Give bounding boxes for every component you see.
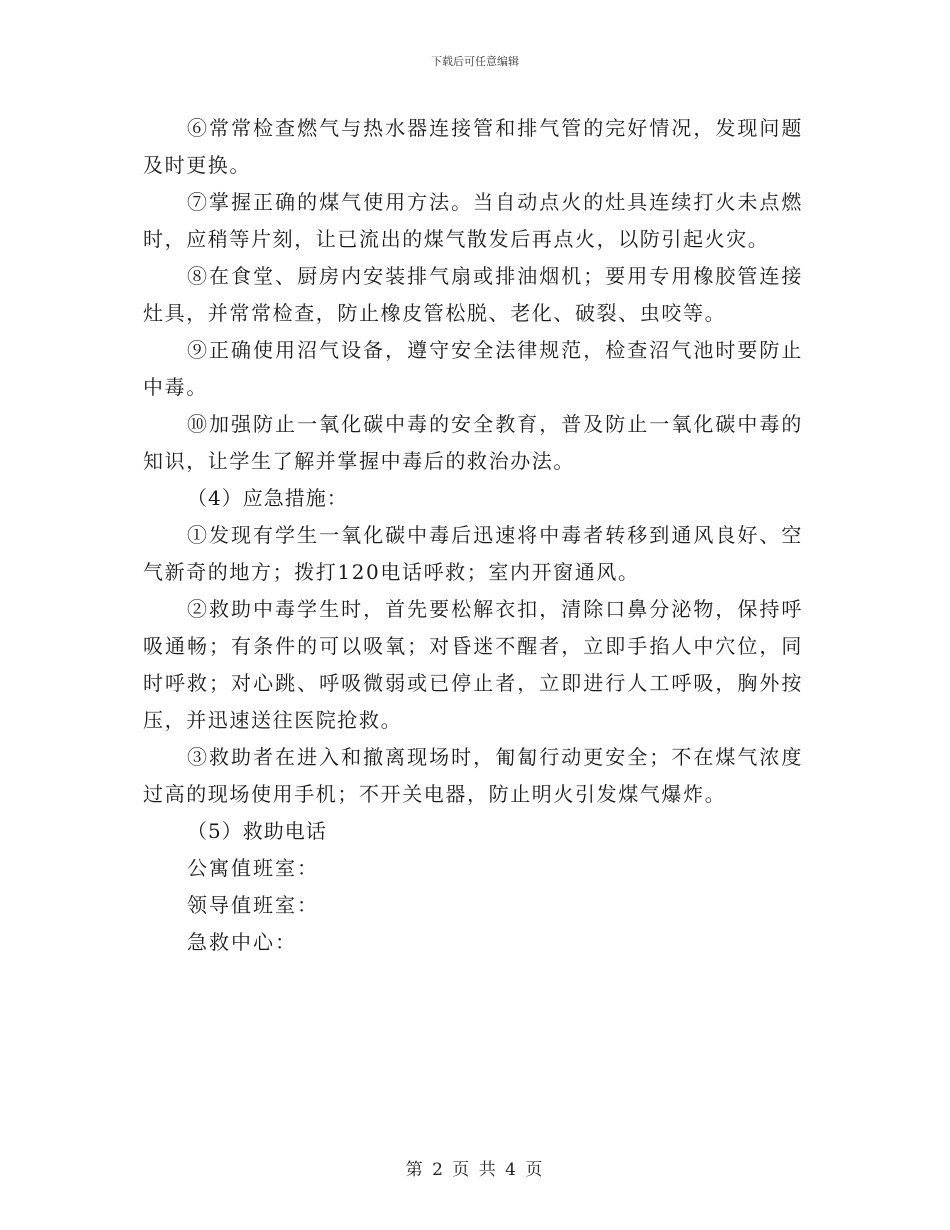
paragraph-6: ⑥常常检查燃气与热水器连接管和排气管的完好情况，发现问题及时更换。 xyxy=(143,116,803,177)
emergency-item-2: ②救助中毒学生时，首先要松解衣扣，清除口鼻分泌物，保持呼吸通畅；有条件的可以吸氧；对昏迷不醒者，立即手掐人中穴位，同时呼救；对心跳、呼吸微弱或已停止者，立即进行人工呼吸，胸外按压，并迅速送往医院抢救。 xyxy=(143,597,803,732)
document-body xyxy=(143,110,803,961)
page-header: 下载后可任意编辑 xyxy=(431,55,519,68)
emergency-item-1: ①发现有学生一氧化碳中毒后迅速将中毒者转移到通风良好、空气新奇的地方；拨打120电话呼救；室内开窗通风。 xyxy=(143,523,803,584)
contact-emergency-center: 急救中心： xyxy=(187,930,297,954)
paragraph-8: ⑧在食堂、厨房内安装排气扇或排油烟机；要用专用橡胶管连接灶具，并常常检查，防止橡皮管松脱、老化、破裂、虫咬等。 xyxy=(143,264,803,325)
contact-leader-duty-room: 领导值班室： xyxy=(187,893,319,917)
paragraph-9: ⑨正确使用沼气设备，遵守安全法律规范，检查沼气池时要防止中毒。 xyxy=(143,338,803,399)
paragraph-7: ⑦掌握正确的煤气使用方法。当自动点火的灶具连续打火未点燃时，应稍等片刻，让已流出的煤气散发后再点火，以防引起火灾。 xyxy=(143,190,803,251)
page-footer: 第 2 页 共 4 页 xyxy=(405,1160,545,1180)
section-heading-rescue-phone: （5）救助电话 xyxy=(187,819,327,843)
emergency-item-3: ③救助者在进入和撤离现场时，匍匐行动更安全；不在煤气浓度过高的现场使用手机；不开关电器，防止明火引发煤气爆炸。 xyxy=(143,745,803,806)
paragraph-10: ⑩加强防止一氧化碳中毒的安全教育，普及防止一氧化碳中毒的知识，让学生了解并掌握中毒后的救治办法。 xyxy=(143,412,803,473)
section-heading-emergency-measures: （4）应急措施： xyxy=(187,486,348,510)
contact-dorm-duty-room: 公寓值班室： xyxy=(187,856,319,880)
